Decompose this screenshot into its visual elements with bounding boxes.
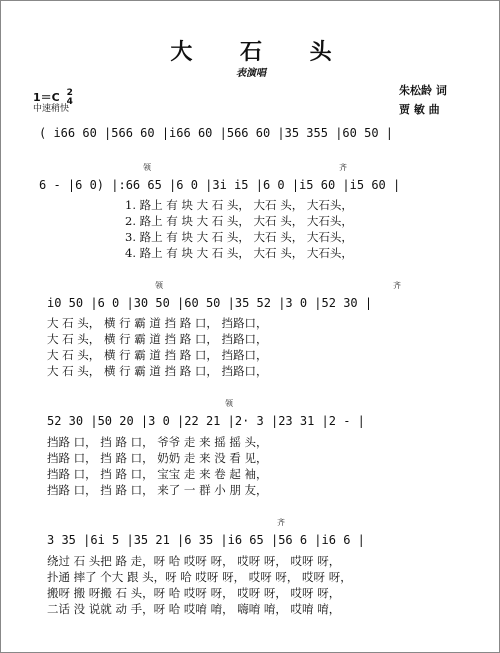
notation-line-3: i0 50 |6 0 |30 50 |60 50 |35 52 |3 0 |52 30 | (47, 296, 373, 310)
verse-4-line-3: 大 石 头， 横 行 霸 道 挡 路 口， 挡路口， (47, 364, 268, 378)
song-title: 大 石 头 (170, 39, 352, 65)
verse-4-line-4: 挡路 口， 挡 路 口， 来了 一 群 小 朋 友， (47, 483, 268, 497)
lead-mark: 领 (225, 399, 233, 408)
notation-line-2: 6 - |6 0) |:66 65 |6 0 |3i i5 |6 0 |i5 60 |i5 60 | (39, 178, 401, 192)
verse-1-line-2: 1. 路上 有 块 大 石 头， 大石 头， 大石头， (125, 198, 353, 212)
verse-2-line-4: 挡路 口， 挡 路 口， 奶奶 走 来 没 看 见， (47, 451, 268, 465)
verse-2-line-5: 扑通 摔了 个大 跟 头，呀 哈 哎呀 呀， 哎呀 呀， 哎呀 呀， (47, 570, 352, 584)
notation-line-1: ( i66 60 |566 60 |i66 60 |566 60 |35 355 |60 50 | (39, 126, 394, 140)
verse-3-line-4: 挡路 口， 挡 路 口， 宝宝 走 来 卷 起 袖， (47, 467, 268, 481)
verse-4-line-5: 二话 没 说就 动 手，呀 哈 哎唷 唷， 嗨唷 唷， 哎唷 唷， (47, 602, 341, 616)
lead-mark: 领 (155, 281, 163, 290)
tempo-marking: 中速稍快 (33, 104, 70, 114)
time-sig-top: 2 (66, 88, 73, 98)
chorus-mark: 齐 (339, 163, 347, 172)
key-text: 1＝C (33, 91, 60, 104)
notation-line-4: 52 30 |50 20 |3 0 |22 21 |2· 3 |23 31 |2 - | (47, 414, 365, 428)
verse-3-line-5: 搬呀 搬 呀搬 石 头，呀 哈 哎呀 呀， 哎呀 呀， 哎呀 呀， (47, 586, 341, 600)
performance-style: 表演唱 (236, 68, 266, 79)
time-sig-bottom: 4 (66, 97, 73, 107)
chorus-mark: 齐 (277, 518, 285, 527)
verse-1-line-3: 大 石 头， 横 行 霸 道 挡 路 口， 挡路口， (47, 316, 268, 330)
verse-2-line-2: 2. 路上 有 块 大 石 头， 大石 头， 大石头， (125, 214, 353, 228)
verse-1-line-4: 挡路 口， 挡 路 口， 爷爷 走 来 摇 摇 头， (47, 435, 268, 449)
lyricist-credit: 朱松龄 词 (399, 84, 447, 97)
verse-4-line-2: 4. 路上 有 块 大 石 头， 大石 头， 大石头， (125, 246, 353, 260)
chorus-mark: 齐 (393, 281, 401, 290)
verse-2-line-3: 大 石 头， 横 行 霸 道 挡 路 口， 挡路口， (47, 332, 268, 346)
notation-line-5: 3 35 |6i 5 |35 21 |6 35 |i6 65 |56 6 |i6 6 | (47, 533, 365, 547)
composer-credit: 贾 敏 曲 (399, 103, 440, 116)
lead-mark: 领 (143, 163, 151, 172)
verse-3-line-3: 大 石 头， 横 行 霸 道 挡 路 口， 挡路口， (47, 348, 268, 362)
verse-1-line-5: 绕过 石 头把 路 走，呀 哈 哎呀 呀， 哎呀 呀， 哎呀 呀， (47, 554, 341, 568)
verse-3-line-2: 3. 路上 有 块 大 石 头， 大石 头， 大石头， (125, 230, 353, 244)
